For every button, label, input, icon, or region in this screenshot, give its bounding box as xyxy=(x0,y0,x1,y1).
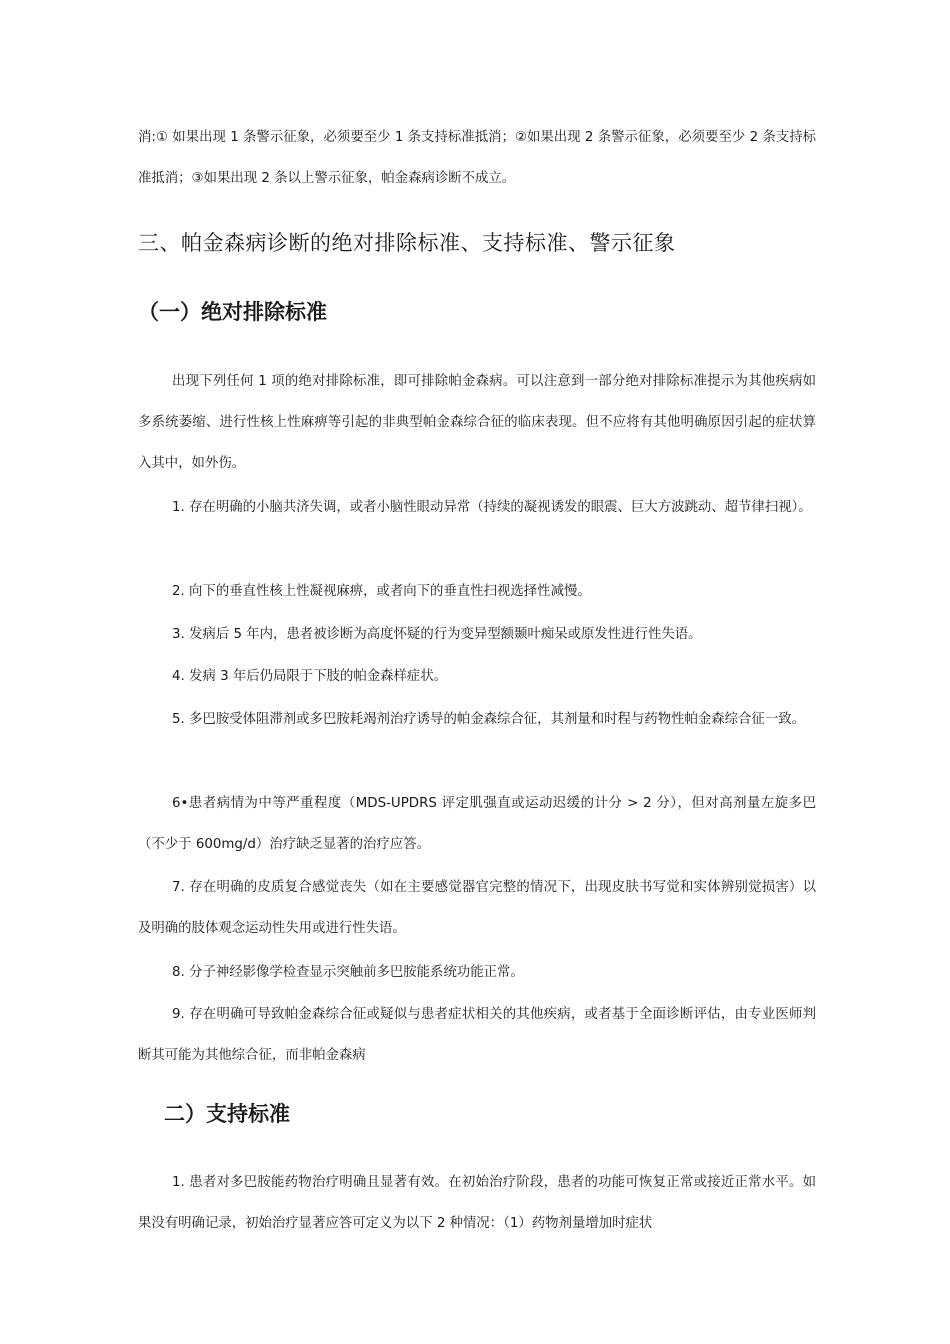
exclusion-item-9: 9. 存在明确可导致帕金森综合征或疑似与患者症状相关的其他疾病，或者基于全面诊断评估，由专业医师判断其可能为其他综合征，而非帕金森病 xyxy=(138,1007,816,1063)
subsection-title-exclusion: （一）绝对排除标准 xyxy=(138,300,327,324)
continuation-paragraph: 消:① 如果出现 1 条警示征象，必须要至少 1 条支持标准抵消；②如果出现 2 条警示征象，必须要至少 2 条支持标准抵消；③如果出现 2 条以上警示征象，帕金森病诊断不成立。 xyxy=(138,130,816,186)
exclusion-item-5: 5. 多巴胺受体阻滞剂或多巴胺耗竭剂治疗诱导的帕金森综合征，其剂量和时程与药物性帕金森综合征一致。 xyxy=(172,712,805,727)
exclusion-item-7: 7. 存在明确的皮质复合感觉丧失（如在主要感觉器官完整的情况下，出现皮肤书写觉和实体辨别觉损害）以及明确的肢体观念运动性失用或进行性失语。 xyxy=(138,880,816,936)
exclusion-item-3: 3. 发病后 5 年内，患者被诊断为高度怀疑的行为变异型额颞叶痴呆或原发性进行性失语。 xyxy=(172,627,702,642)
exclusion-intro-paragraph: 出现下列任何 1 项的绝对排除标准，即可排除帕金森病。可以注意到一部分绝对排除标准提示为其他疾病如多系统萎缩、进行性核上性麻痹等引起的非典型帕金森综合征的临床表现。但不应将有其他明确原因引起的症状算入其中，如外伤。 xyxy=(138,374,816,471)
exclusion-item-8: 8. 分子神经影像学检查显示突触前多巴胺能系统功能正常。 xyxy=(172,965,524,980)
exclusion-item-4: 4. 发病 3 年后仍局限于下肢的帕金森样症状。 xyxy=(172,669,448,684)
exclusion-item-2: 2. 向下的垂直性核上性凝视麻痹，或者向下的垂直性扫视选择性减慢。 xyxy=(172,584,591,599)
section-title: 三、帕金森病诊断的绝对排除标准、支持标准、警示征象 xyxy=(138,231,676,255)
exclusion-item-6: 6•患者病情为中等严重程度（MDS-UPDRS 评定肌强直或运动迟缓的计分 > 2 分），但对高剂量左旋多巴（不少于 600mg/d）治疗缺乏显著的治疗应答。 xyxy=(138,796,816,852)
subsection-title-support: 二）支持标准 xyxy=(164,1102,290,1126)
support-item-1: 1. 患者对多巴胺能药物治疗明确且显著有效。在初始治疗阶段，患者的功能可恢复正常或接近正常水平。如果没有明确记录，初始治疗显著应答可定义为以下 2 种情况：（1）药物剂量增加时症状 xyxy=(138,1175,816,1231)
exclusion-item-1: 1. 存在明确的小脑共济失调，或者小脑性眼动异常（持续的凝视诱发的眼震、巨大方波跳动、超节律扫视）。 xyxy=(172,500,812,515)
